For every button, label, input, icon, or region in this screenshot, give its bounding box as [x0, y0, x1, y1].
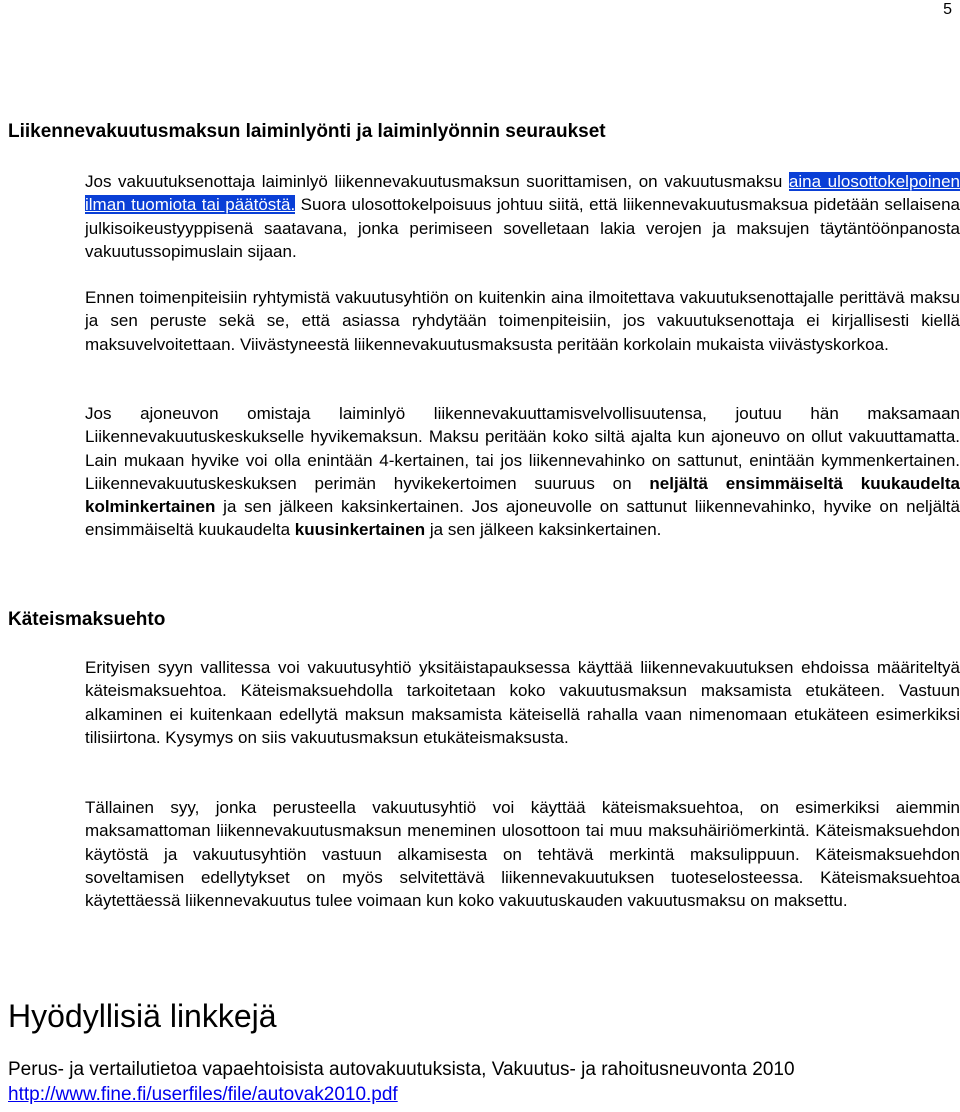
paragraph-cash-payment-reason: Tällainen syy, jonka perusteella vakuutusyhtiö voi käyttää käteismaksuehtoa, on esimerkiksi aiemmin maksamattoman liikennevakuutusmaksun meneminen ulosottoon tai muu maksuhäiriömerkintä. Käteismaksuehdon käytöstä ja vakuutusyhtiön vastuun alkamisesta on tehtävä merkintä maksulippuun. Käteismaksuehdon soveltamisen edellytykset on myös selvitettävä liikennevakuutuksen tuoteselosteessa. Käteismaksuehtoa käytettäessä liikennevakuutus tulee voimaan kun koko vakuutuskauden vakuutusmaksu on maksettu. [85, 798, 960, 911]
text: Jos vakuutuksenottaja laiminlyö liikennevakuutusmaksun suorittamisen, on vakuutusmaksu [85, 172, 789, 191]
heading-payment-neglect: Liikennevakuutusmaksun laiminlyönti ja laiminlyönnin seuraukset [8, 121, 606, 142]
bold-text: neljältä ensimmäiseltä kuukaudelta kolminkertainen [85, 473, 960, 517]
link-line [8, 1083, 398, 1107]
text: ja sen jälkeen kaksinkertainen. Jos ajoneuvolle on sattunut liikennevahinko, hyvike on neljältä ensimmäiseltä kuukaudelta [85, 497, 960, 540]
bold-text: kuusinkertainen [294, 520, 426, 540]
text: Suora ulosottokelpoisuus johtuu siitä, että liikennevakuutusmaksua pidetään sellaisena julkisoikeustyyppisenä saatavana, jonka perimiseen sovelletaan lakia verojen ja maksujen täytäntöönpanosta vakuutussopimuslain sijaan. [85, 195, 960, 261]
fine-link[interactable]: http://www.fine.fi/userfiles/file/autovak2010.pdf [8, 1084, 398, 1105]
text: ja sen jälkeen kaksinkertainen. [425, 520, 662, 540]
paragraph-enforcement [85, 170, 960, 263]
heading-cash-payment: Käteismaksuehto [8, 609, 166, 630]
link-description: Perus- ja vertailutietoa vapaehtoisista autovakuutuksista, Vakuutus- ja rahoitusneuvonta 2010 [8, 1059, 795, 1080]
text: Jos ajoneuvon omistaja laiminlyö liikennevakuuttamisvelvollisuutensa, joutuu hän maksamaan Liikennevakuutuskeskukselle hyvikemaksun. Maksu peritään koko siltä ajalta kun ajoneuvo on ollut vakuuttamatta. Lain mukaan hyvike voi olla enintään 4-kertainen, tai jos liikennevahinko on sattunut, enintään kymmenkertainen. Liikennevakuutuskeskuksen perimän hyvikekertoimen suuruus on [85, 404, 960, 493]
heading-useful-links: Hyödyllisiä linkkejä [8, 998, 277, 1034]
page-number: 5 [943, 1, 952, 18]
paragraph-penalty-fee [85, 402, 960, 542]
paragraph-notification: Ennen toimenpiteisiin ryhtymistä vakuutusyhtiön on kuitenkin aina ilmoitettava vakuutuksenottajalle perittävä maksu ja sen peruste sekä se, että asiassa ryhdytään toimenpiteisiin, jos vakuutuksenottaja ei kirjallisesti kiellä maksuvelvoitettaan. Viivästyneestä liikennevakuutusmaksusta peritään korkolain mukaista viivästyskorkoa. [85, 288, 960, 354]
highlighted-text: aina ulosottokelpoinen ilman tuomiota tai päätöstä. [85, 172, 960, 215]
paragraph-cash-payment-term: Erityisen syyn vallitessa voi vakuutusyhtiö yksitäistapauksessa käyttää liikennevakuutuksen ehdoissa määriteltyä käteismaksuehtoa. Käteismaksuehdolla tarkoitetaan koko vakuutusmaksun maksamista etukäteen. Vastuun alkaminen ei kuitenkaan edellytä maksun maksamista käteisellä rahalla vaan nimenomaan etukäteen esimerkiksi tilisiirtona. Kysymys on siis vakuutusmaksun etukäteismaksusta. [85, 658, 960, 747]
